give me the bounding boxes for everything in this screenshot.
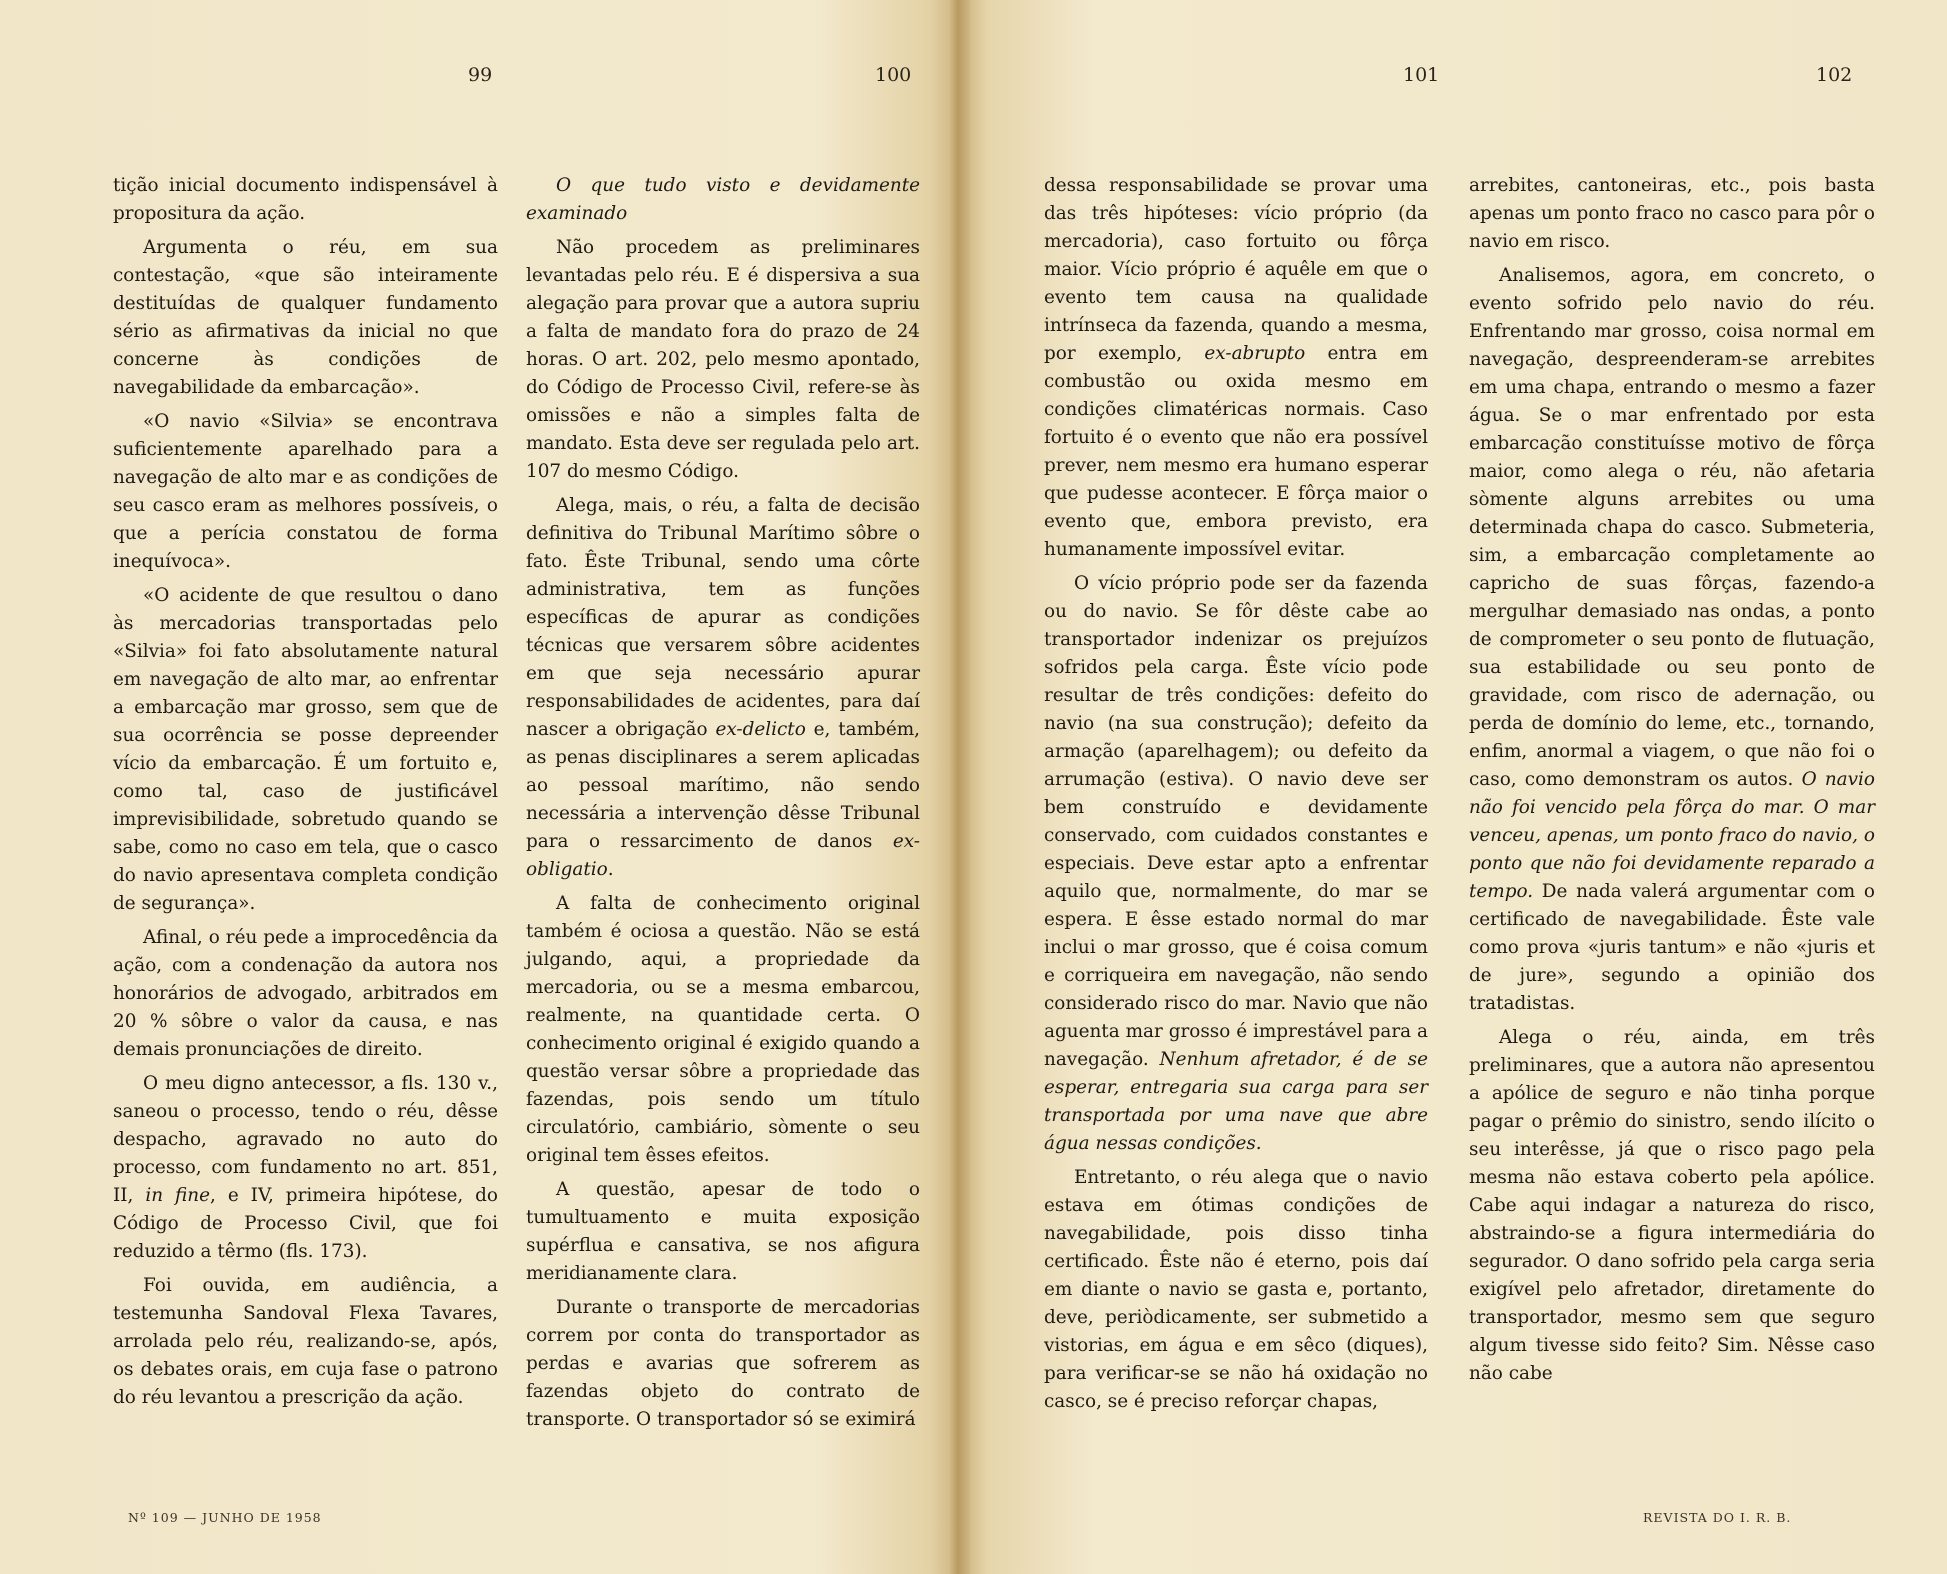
text-run: O meu digno antecessor, a fls. 130 v., saneou o processo, tendo o réu, dêsse despacho, agravado no auto do processo, com fundamento no art. 851, II,: [113, 1073, 498, 1206]
text-run: .: [607, 859, 614, 880]
paragraph: [1044, 172, 1428, 564]
paragraph: Entretanto, o réu alega que o navio estava em ótimas condições de navegabilidade, pois disso tinha certificado. Êste não é eterno, pois daí em diante o navio se gasta e, portanto, deve, periòdicamente, ser submetido a vistorias, em água e em sêco (diques), para verificar-se se não há oxidação no casco, se é preciso reforçar chapas,: [1044, 1167, 1428, 1412]
text-run: e, também, as penas disciplinares a serem aplicadas ao pessoal marítimo, não sendo necessária a intervenção dêsse Tribunal para o ressarcimento de danos: [526, 719, 920, 852]
italic-heading: O que tudo visto e devidamente examinado: [526, 175, 920, 224]
text-run: , e IV, primeira hipótese, do Código de Processo Civil, que foi reduzido a têrmo (fls. 173).: [113, 1185, 498, 1262]
text-run: Alega, mais, o réu, a falta de decisão definitiva do Tribunal Marítimo sôbre o fato. Êste Tribunal, sendo uma côrte administrativa, tem as funções específicas de apurar as condições técnicas que versarem sôbre acidentes em que seja necessário apurar responsabilidades de acidentes, para daí nascer a obrigação: [526, 495, 920, 740]
column-page-99: [113, 172, 498, 1418]
text-run: dessa responsabilidade se provar uma das três hipóteses: vício próprio (da mercadoria), caso fortuito ou fôrça maior. Vício próprio é aquêle em que o evento tem causa na qualidade intrínseca da fazenda, quando a mesma, por exemplo,: [1044, 175, 1428, 364]
paragraph: «O navio «Silvia» se encontrava suficientemente aparelhado para a navegação de alto mar e as condições de seu casco eram as melhores possíveis, o que a perícia constatou de forma inequívoca».: [113, 411, 498, 572]
paragraph: Foi ouvida, em audiência, a testemunha Sandoval Flexa Tavares, arrolada pelo réu, realizando-se, após, os debates orais, em cuja fase o patrono do réu levantou a prescrição da ação.: [113, 1275, 498, 1408]
paragraph: «O acidente de que resultou o dano às mercadorias transportadas pelo «Silvia» foi fato absolutamente natural em navegação de alto mar, ao enfrentar a embarcação mar grosso, sem que de sua ocorrência se posse depreender vício da embarcação. É um fortuito e, como tal, caso de justificável imprevisibilidade, sobretudo quando se sabe, como no caso em tela, que o casco do navio apresentava completa condição de segurança».: [113, 585, 498, 914]
paragraph: [526, 492, 920, 884]
text-run: Analisemos, agora, em concreto, o evento sofrido pelo navio do réu. Enfrentando mar grosso, coisa normal em navegação, despreenderam-se arrebites em uma chapa, entrando o mesmo a fazer água. Se o mar enfrentado por esta embarcação constituísse motivo de fôrça maior, como alega o réu, não afetaria sòmente alguns arrebites ou uma determinada chapa do casco. Submeteria, sim, a embarcação completamente ao capricho de suas fôrças, fazendo-a mergulhar demasiado nas ondas, a ponto de comprometer o seu ponto de flutuação, sua estabilidade ou seu ponto de gravidade, com risco de adernação, ou perda de domínio do leme, etc., tornando, enfim, anormal a viagem, o que não foi o caso, como demonstram os autos.: [1469, 265, 1875, 790]
right-page: [958, 0, 1947, 1574]
footer-journal: REVISTA DO I. R. B.: [1643, 1510, 1792, 1525]
column-page-100: [526, 172, 920, 1440]
paragraph: [1044, 570, 1428, 1158]
italic-text: ex-abrupto: [1204, 343, 1306, 364]
page-number-102: 102: [1816, 64, 1853, 86]
left-page: [0, 0, 958, 1574]
column-page-102: [1469, 172, 1875, 1394]
page-number-99: 99: [468, 64, 493, 86]
italic-text: O navio não foi vencido pela fôrça do mar. O mar venceu, apenas, um ponto fraco do navio, o ponto que não foi devidamente reparado a tempo.: [1469, 769, 1875, 902]
column-page-101: [1044, 172, 1428, 1422]
paragraph: [526, 172, 920, 228]
book-gutter: [948, 0, 970, 1574]
text-run: O vício próprio pode ser da fazenda ou do navio. Se fôr dêste cabe ao transportador indenizar os prejuízos sofridos pela carga. Êste vício pode resultar de três condições: defeito do navio (na sua construção); defeito da armação (aparelhagem); ou defeito da arrumação (estiva). O navio deve ser bem construído e devidamente conservado, com cuidados constantes e especiais. Deve estar apto a enfrentar aquilo que, normalmente, do mar se espera. E êsse estado normal do mar inclui o mar grosso, que é coisa comum e corriqueira em navegação, não sendo considerado risco do mar. Navio que não aguenta mar grosso é imprestável para a navegação.: [1044, 573, 1428, 1070]
text-run: entra em combustão ou oxida mesmo em condições climatéricas normais. Caso fortuito é o evento que não era possível prever, nem mesmo era humano esperar que pudesse acontecer. E fôrça maior o evento que, embora previsto, era humanamente impossível evitar.: [1044, 343, 1429, 560]
paragraph: arrebites, cantoneiras, etc., pois basta apenas um ponto fraco no casco para pôr o navio em risco.: [1469, 175, 1875, 252]
paragraph: Não procedem as preliminares levantadas pelo réu. E é dispersiva a sua alegação para provar que a autora supriu a falta de mandato fora do prazo de 24 horas. O art. 202, pelo mesmo apontado, do Código de Processo Civil, refere-se às omissões e não a simples falta de mandato. Esta deve ser regulada pelo art. 107 do mesmo Código.: [526, 237, 920, 482]
italic-text: in fine: [145, 1185, 211, 1206]
paragraph: Durante o transporte de mercadorias correm por conta do transportador as perdas e avarias que sofrerem as fazendas objeto do contrato de transporte. O transportador só se eximirá: [526, 1297, 920, 1430]
paragraph: [1469, 262, 1875, 1018]
paragraph: tição inicial documento indispensável à propositura da ação.: [113, 175, 498, 224]
italic-text: ex-obligatio: [526, 831, 920, 880]
page-number-101: 101: [1403, 64, 1440, 86]
footer-issue: Nº 109 — JUNHO DE 1958: [128, 1510, 322, 1525]
page-number-100: 100: [875, 64, 912, 86]
paragraph: Argumenta o réu, em sua contestação, «que são inteiramente destituídas de qualquer fundamento sério as afirmativas da inicial no que concerne às condições de navegabilidade da embarcação».: [113, 237, 498, 398]
italic-text: ex-delicto: [715, 719, 806, 740]
paragraph: Afinal, o réu pede a improcedência da ação, com a condenação da autora nos honorários de advogado, arbitrados em 20 % sôbre o valor da causa, e nas demais pronunciações de direito.: [113, 927, 498, 1060]
paragraph: A falta de conhecimento original também é ociosa a questão. Não se está julgando, aqui, a propriedade da mercadoria, ou se a mesma embarcou, realmente, na quantidade certa. O conhecimento original é exigido quando a questão versar sôbre a propriedade das fazendas, pois sendo um título circulatório, cambiário, sòmente o seu original tem êsses efeitos.: [526, 893, 920, 1166]
italic-text: Nenhum afretador, é de se esperar, entregaria sua carga para ser transportada por uma nave que abre água nessas condições.: [1044, 1049, 1428, 1154]
paragraph: [113, 1070, 498, 1266]
paragraph: Alega o réu, ainda, em três preliminares, que a autora não apresentou a apólice de seguro e não tinha porque pagar o prêmio do sinistro, sendo ilícito o seu interêsse, já que o risco pago pela mesma não estava coberto pela apólice. Cabe aqui indagar a natureza do risco, abstraindo-se a figura intermediária do segurador. O dano sofrido pela carga seria exigível pelo afretador, diretamente do transportador, mesmo sem que seguro algum tivesse sido feito? Sim. Nêsse caso não cabe: [1469, 1027, 1875, 1384]
text-run: De nada valerá argumentar com o certificado de navegabilidade. Êste vale como prova «juris tantum» e não «juris et de jure», segundo a opinião dos tratadistas.: [1469, 881, 1875, 1014]
paragraph: A questão, apesar de todo o tumultuamento e muita exposição supérflua e cansativa, se nos afigura meridianamente clara.: [526, 1179, 920, 1284]
